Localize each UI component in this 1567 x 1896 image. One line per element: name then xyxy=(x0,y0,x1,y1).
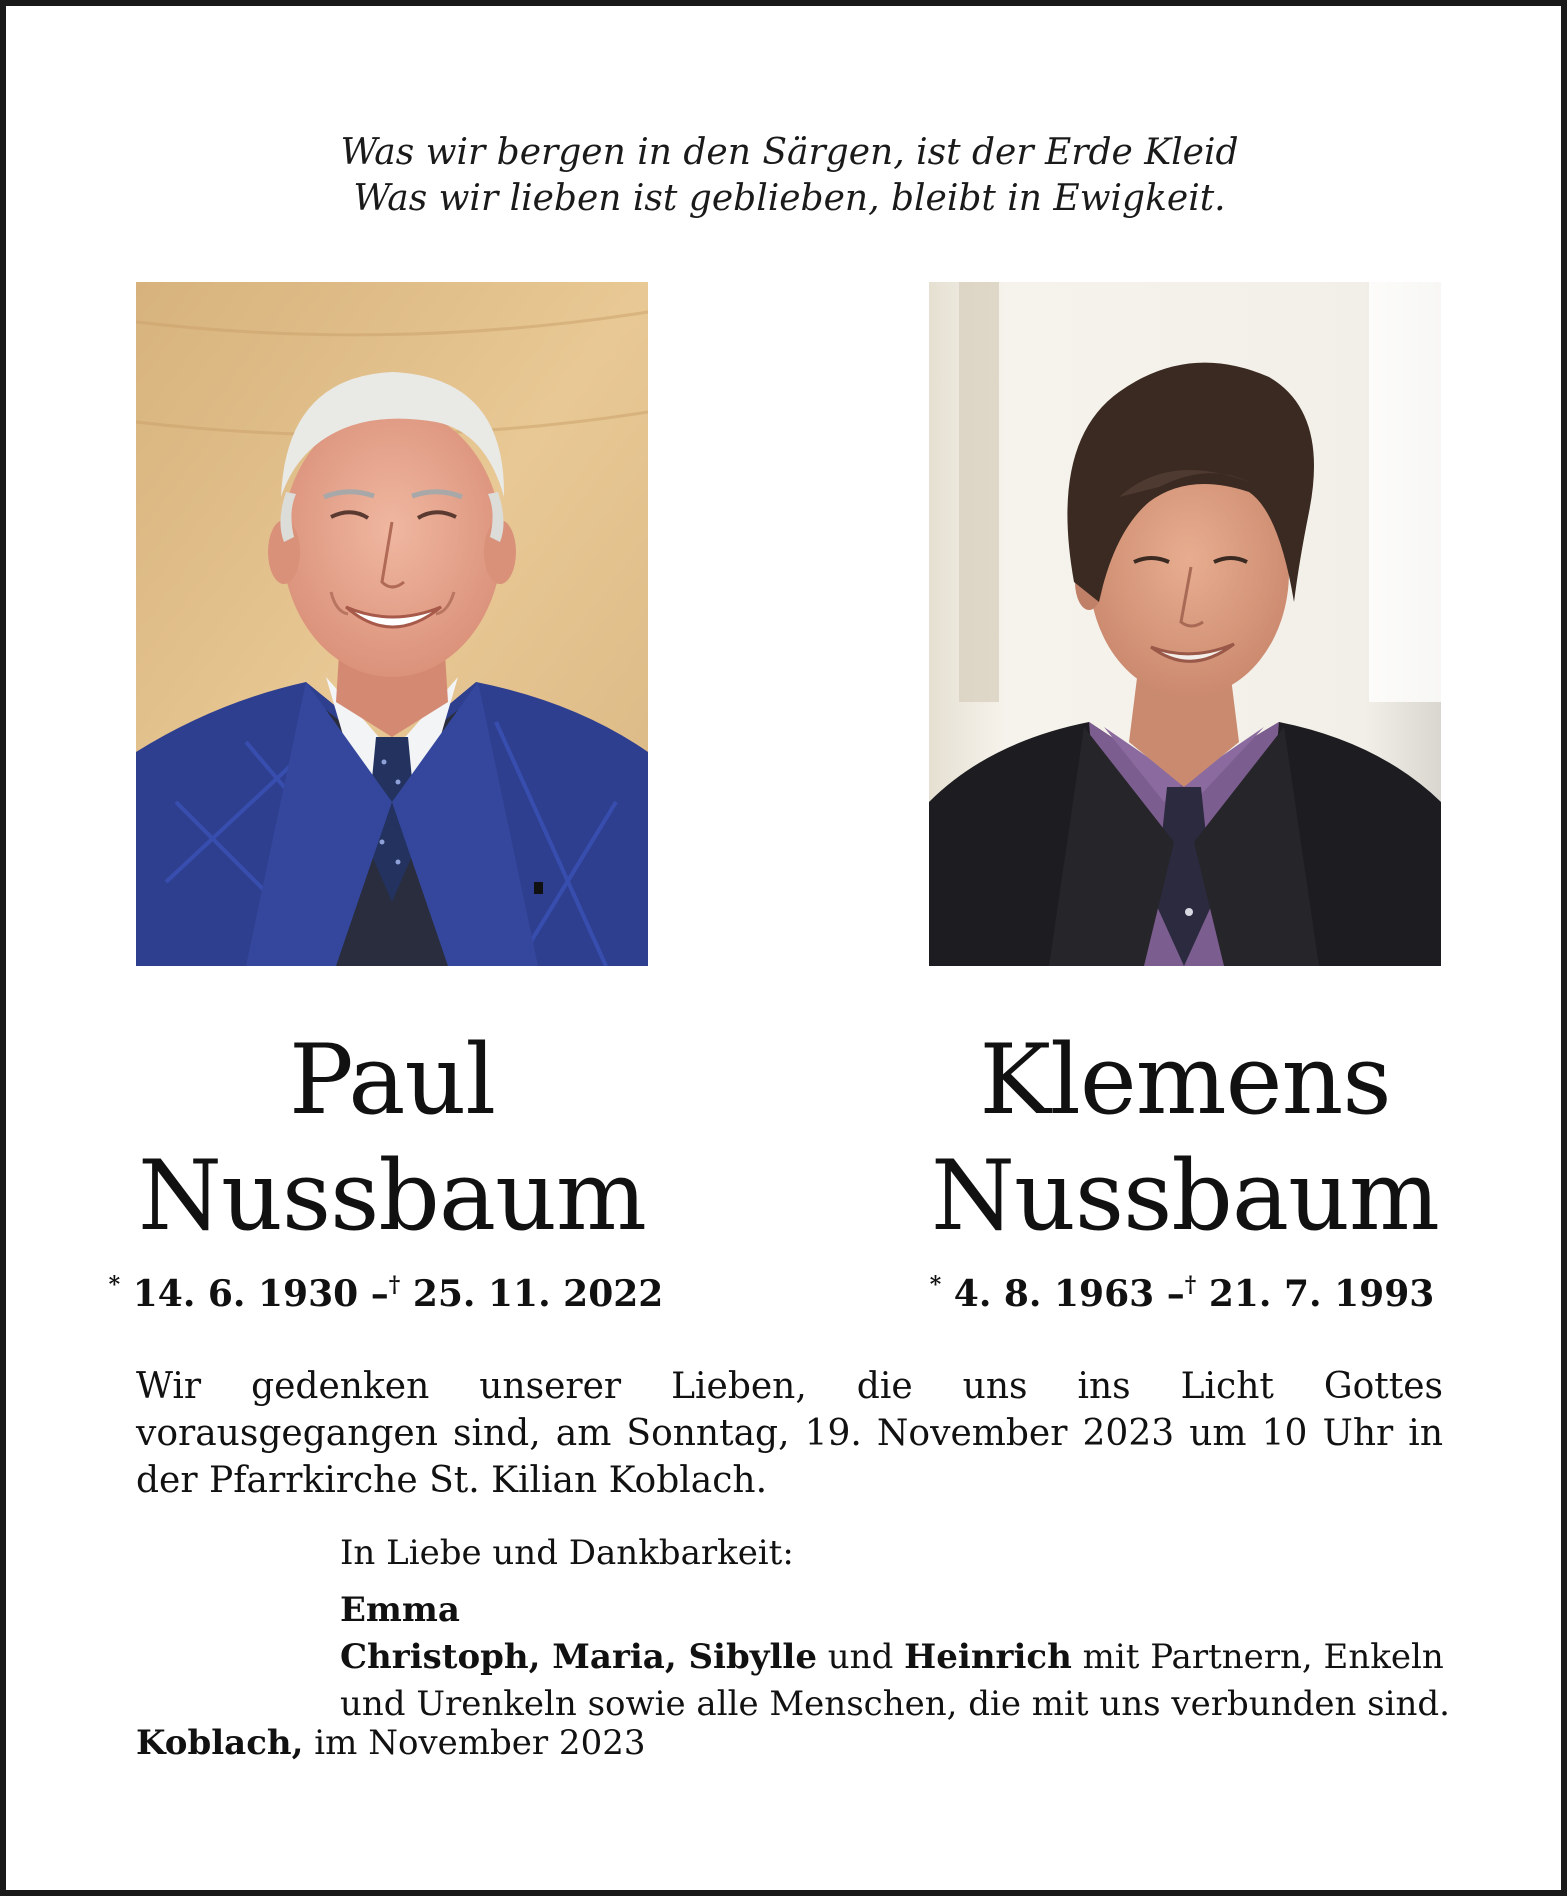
first-name: Klemens xyxy=(979,1024,1391,1136)
signoff-name-emma: Emma xyxy=(340,1590,460,1630)
life-dates-paul xyxy=(76,1262,696,1317)
date-dash: – xyxy=(1166,1273,1185,1315)
first-name: Paul xyxy=(288,1024,496,1136)
verse-line-2: Was wir lieben ist geblieben, bleibt in Ewigkeit. xyxy=(353,178,1226,219)
date-dash: – xyxy=(370,1273,389,1315)
birth-mark: * xyxy=(108,1272,121,1298)
death-mark: † xyxy=(388,1272,401,1298)
place-date: im November 2023 xyxy=(303,1723,646,1763)
life-dates-klemens xyxy=(872,1262,1492,1317)
portrait-paul xyxy=(136,282,648,966)
death-date: 21. 7. 1993 xyxy=(1208,1273,1435,1315)
death-mark: † xyxy=(1184,1272,1197,1298)
last-name: Nussbaum xyxy=(138,1140,646,1252)
death-date: 25. 11. 2022 xyxy=(412,1273,664,1315)
birth-date: 14. 6. 1930 xyxy=(132,1273,359,1315)
portrait-klemens xyxy=(929,282,1441,966)
birth-mark: * xyxy=(929,1272,942,1298)
signoff-connector: und xyxy=(816,1637,905,1677)
verse-line-1: Was wir bergen in den Särgen, ist der Erde Kleid xyxy=(340,132,1239,173)
memorial-verse xyxy=(6,130,1567,222)
signoff-heading: In Liebe und Dankbarkeit: xyxy=(340,1533,794,1573)
birth-date: 4. 8. 1963 xyxy=(953,1273,1155,1315)
signoff-name-heinrich: Heinrich xyxy=(904,1637,1072,1677)
signoff-line-2: und Urenkeln sowie alle Menschen, die mit uns verbunden sind. xyxy=(340,1684,1450,1724)
place-and-date xyxy=(136,1720,645,1766)
signoff-line-rest: mit Partnern, Enkeln xyxy=(1071,1637,1444,1677)
signoff-family-line xyxy=(340,1634,1460,1681)
name-paul xyxy=(82,1022,702,1254)
last-name: Nussbaum xyxy=(931,1140,1439,1252)
name-klemens xyxy=(875,1022,1495,1254)
memorial-announcement: Wir gedenken unserer Lieben, die uns ins Licht Gottes vorausgegangen sind, am Sonntag, 19. November 2023 um 10 Uhr in der Pfarrkirche St. Kilian Koblach. xyxy=(136,1366,1443,1501)
signoff-children-names: Christoph, Maria, Sibylle xyxy=(340,1637,817,1677)
place-town: Koblach, xyxy=(136,1723,304,1763)
signoff-block xyxy=(340,1530,1460,1728)
